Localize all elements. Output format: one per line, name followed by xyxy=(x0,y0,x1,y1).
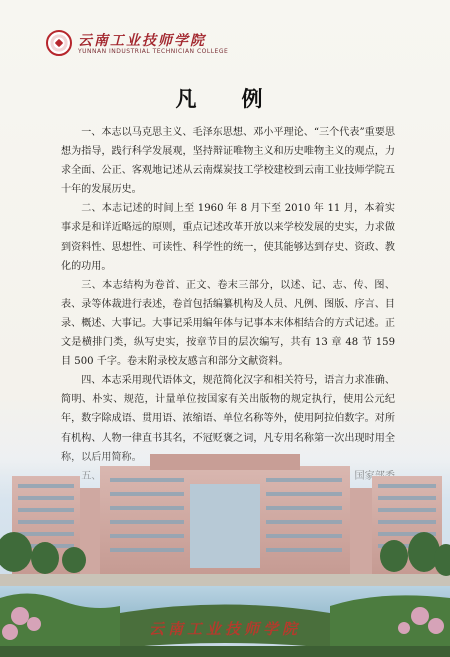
school-name-cn: 云南工业技师学院 xyxy=(78,33,206,49)
paragraph-3: 三、本志结构为卷首、正文、卷末三部分，以述、记、志、传、图、表、录等体裁进行表述，卷首包括编纂机构及人员、凡例、图版、序言、目录、概述、大事记。大事记采用编年体与记事本末体相结合的方式记述。正文是横排门类，纵写史实，按章节目的层次编写，共有 13 章 48 节 159 目 500 千字。卷末附录校友感言和部分文献资料。 xyxy=(61,279,395,368)
page-title: 凡 例 xyxy=(175,86,275,111)
paragraph-2: 二、本志记述的时间上至 1960 年 8 月下至 2010 年 11 月，本着实事求是和详近略远的原则，重点记述改革开放以来学校发展的史实，力求做到资料性、思想性、可读性、科学性的统一，使其能够达到存史、资政、教化的功用。 xyxy=(61,203,395,272)
campus-signboard-text: 云南工业技师学院 xyxy=(148,620,302,638)
campus-photo xyxy=(0,448,450,657)
paragraph-4: 四、本志采用现代语体文，规范简化汉字和相关符号，语言力求准确、简明、朴实、规范，计量单位按国家有关出版物的规定执行，使用公元纪年，数字除成语、贯用语、浓缩语、单位名称等外，使用阿拉伯数字。对所有机构、人物一律直书其名，不冠贬褒之词，凡专用名称第一次出现时用全 xyxy=(61,375,395,444)
school-name-en: YUNNAN INDUSTRIAL TECHNICIAN COLLEGE xyxy=(78,48,229,55)
school-logo-icon xyxy=(46,30,72,56)
paragraph-1: 一、本志以马克思主义、毛泽东思想、邓小平理论、“三个代表”重要思想为指导，践行科学发展观，坚持辩证唯物主义和历史唯物主义的观点，力求全面、公正、客观地记述从云南煤炭技工学校建校到云南工业技师学院五十年的发展历史。 xyxy=(61,127,395,196)
page-header xyxy=(46,30,306,60)
